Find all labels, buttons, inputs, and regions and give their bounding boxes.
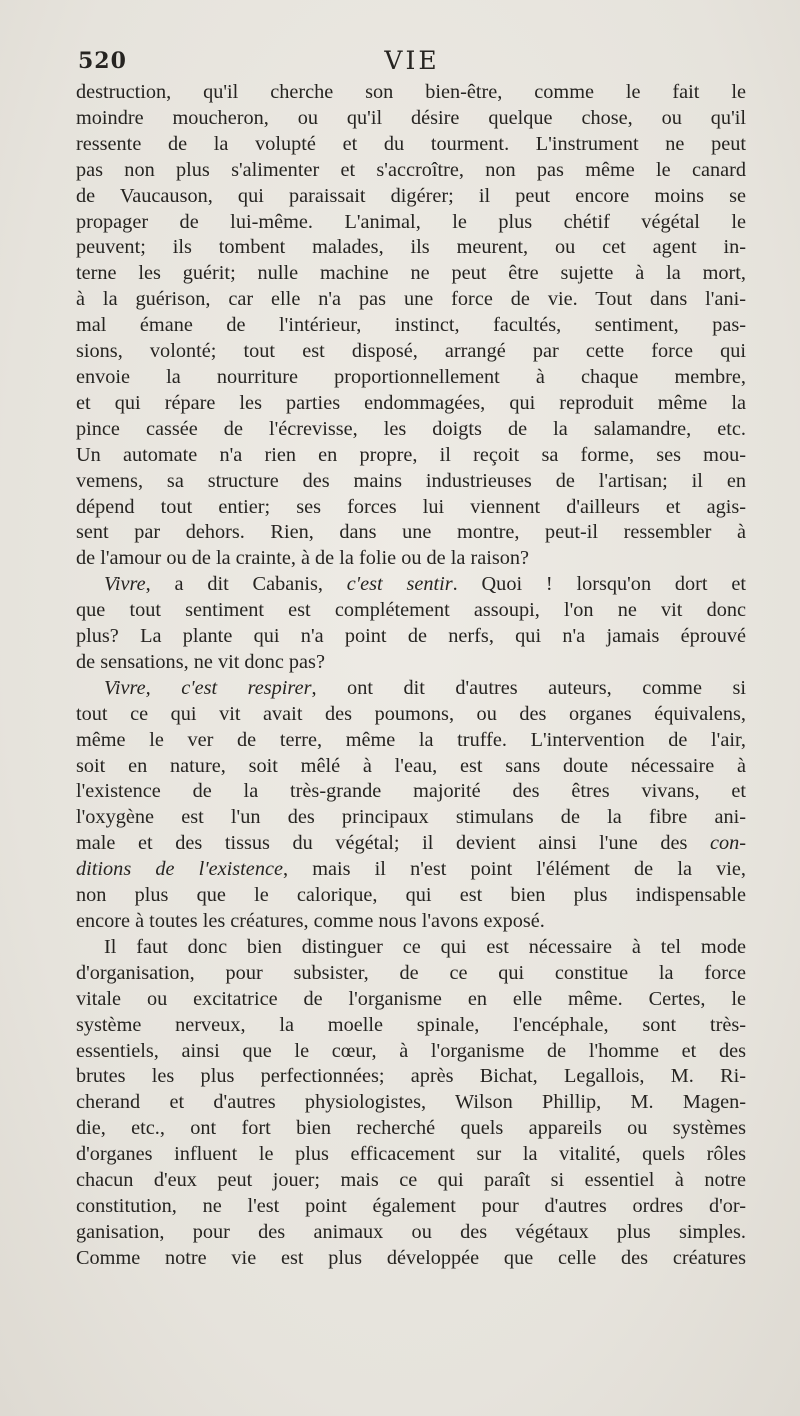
italic-text: ditions de l'existence [76, 858, 283, 881]
text-line: cherand et d'autres physiologistes, Wilson Phillip, M. Magen- [76, 1091, 746, 1114]
text-line: l'existence de la très-grande majorité des êtres vivans, et [76, 780, 746, 803]
text-line: ressente de la volupté et du tourment. L'instrument ne peut [76, 132, 746, 155]
text-line: constitution, ne l'est point également pour d'autres ordres d'or- [76, 1194, 746, 1217]
text-line: peuvent; ils tombent malades, ils meurent, ou cet agent in- [76, 236, 746, 259]
text-line: Il faut donc bien distinguer ce qui est nécessaire à tel mode [104, 935, 746, 958]
text-line: ganisation, pour des animaux ou des végétaux plus simples. [76, 1220, 746, 1243]
text-line: essentiels, ainsi que le cœur, à l'organisme de l'homme et des [76, 1039, 746, 1062]
text-line: Un automate n'a rien en propre, il reçoit sa forme, ses mou- [76, 443, 746, 466]
page-header [78, 46, 746, 80]
page-number: 520 [78, 48, 127, 74]
text-line: ditions de l'existence, mais il n'est point l'élément de la vie, [76, 858, 746, 881]
text-line: sent par dehors. Rien, dans une montre, peut-il ressembler à [76, 521, 746, 544]
text-line: d'organes influent le plus efficacement sur la vitalité, quels rôles [76, 1143, 746, 1166]
text-line: sions, volonté; tout est disposé, arrangé par cette force qui [76, 340, 746, 363]
text-line: même le ver de terre, même la truffe. L'intervention de l'air, [76, 728, 746, 751]
text-line: pince cassée de l'écrevisse, les doigts de la salamandre, etc. [76, 417, 746, 440]
running-head: VIE [384, 46, 440, 75]
text-line: plus? La plante qui n'a point de nerfs, qui n'a jamais éprouvé [76, 625, 746, 648]
text-line: encore à toutes les créatures, comme nous l'avons exposé. [76, 910, 545, 932]
text-line: envoie la nourriture proportionnellement à chaque membre, [76, 365, 746, 388]
text-line: propager de lui-même. L'animal, le plus chétif végétal le [76, 210, 746, 233]
text-line: male et des tissus du végétal; il devient ainsi l'une des con- [76, 832, 746, 855]
text-line: tout ce qui vit avait des poumons, ou des organes équivalens, [76, 702, 746, 725]
text-line: terne les guérit; nulle machine ne peut être sujette à la mort, [76, 262, 746, 285]
text-line: mal émane de l'intérieur, instinct, facultés, sentiment, pas- [76, 314, 746, 337]
text-line: à la guérison, car elle n'a pas une force de vie. Tout dans l'ani- [76, 288, 746, 311]
text-line: vitale ou excitatrice de l'organisme en elle même. Certes, le [76, 987, 746, 1010]
text-line: de Vaucauson, qui paraissait digérer; il peut encore moins se [76, 184, 746, 207]
text-line: Vivre, c'est respirer, ont dit d'autres auteurs, comme si [104, 676, 746, 699]
italic-text: con- [709, 832, 746, 855]
text-line: vemens, sa structure des mains industrieuses de l'artisan; il en [76, 469, 746, 492]
text-line: dépend tout entier; ses forces lui viennent d'ailleurs et agis- [76, 495, 746, 518]
text-line: soit en nature, soit mêlé à l'eau, est sans doute nécessaire à [76, 754, 746, 777]
text-line: et qui répare les parties endommagées, qui reproduit même la [76, 391, 746, 414]
text-line: pas non plus s'alimenter et s'accroître, non pas même le canard [76, 158, 746, 181]
italic-text: c'est sentir [346, 573, 453, 596]
italic-text: Vivre [104, 573, 146, 596]
body-text [76, 80, 746, 1272]
text-line: système nerveux, la moelle spinale, l'encéphale, sont très- [76, 1013, 746, 1036]
text-line: l'oxygène est l'un des principaux stimulans de la fibre ani- [76, 806, 746, 829]
text-line: destruction, qu'il cherche son bien-être, comme le fait le [76, 81, 746, 103]
text-line: non plus que le calorique, qui est bien plus indispensable [76, 884, 746, 907]
text-line: que tout sentiment est complétement assoupi, l'on ne vit donc [76, 599, 746, 622]
text-line: Vivre, a dit Cabanis, c'est sentir. Quoi ! lorsqu'on dort et [104, 573, 746, 596]
text-line: chacun d'eux peut jouer; mais ce qui paraît si essentiel à notre [76, 1169, 746, 1192]
text-line: brutes les plus perfectionnées; après Bichat, Legallois, M. Ri- [76, 1065, 746, 1088]
text-line: die, etc., ont fort bien recherché quels appareils ou systèmes [76, 1117, 746, 1140]
text-line: d'organisation, pour subsister, de ce qui constitue la force [76, 961, 746, 984]
text-line: de l'amour ou de la crainte, à de la folie ou de la raison? [76, 547, 530, 570]
text-line: Comme notre vie est plus développée que celle des créatures [76, 1246, 746, 1269]
text-line: de sensations, ne vit donc pas? [76, 650, 325, 673]
italic-text: Vivre, c'est respirer [104, 676, 312, 699]
text-line: moindre moucheron, ou qu'il désire quelque chose, ou qu'il [76, 106, 746, 129]
